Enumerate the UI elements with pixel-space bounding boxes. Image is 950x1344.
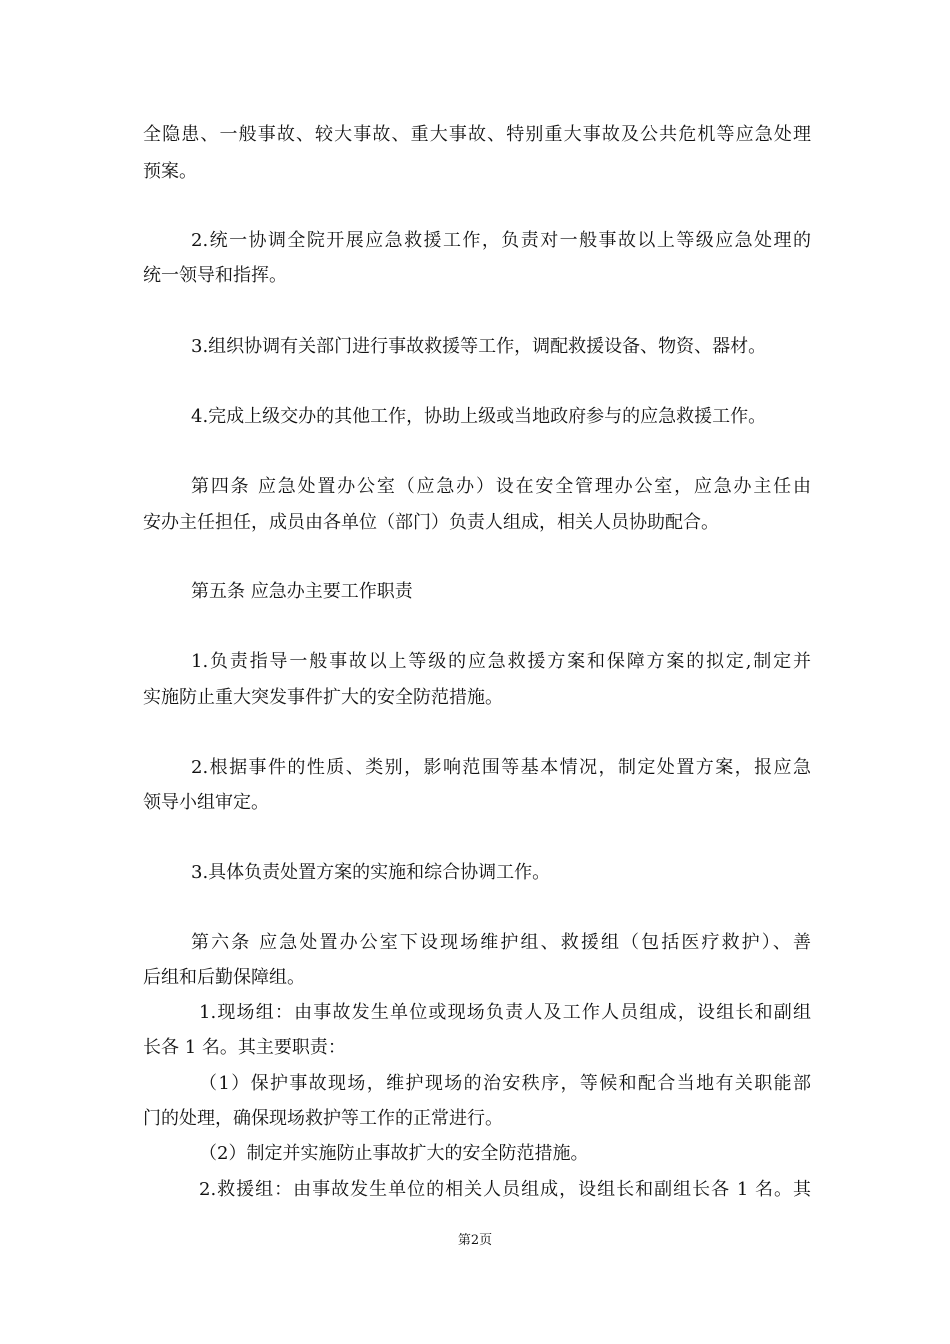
text-line: 实施防止重大突发事件扩大的安全防范措施。	[143, 687, 503, 708]
page-number: 第2页	[457, 1233, 493, 1248]
text-line: 2.统一协调全院开展应急救援工作，负责对一般事故以上等级应急处理的	[191, 230, 811, 251]
text-line: 第六条 应急处置办公室下设现场维护组、救援组（包括医疗救护）、善	[191, 932, 811, 953]
text-line: （1）保护事故现场，维护现场的治安秩序，等候和配合当地有关职能部	[199, 1073, 811, 1094]
text-line: 安办主任担任，成员由各单位（部门）负责人组成，相关人员协助配合。	[143, 512, 719, 533]
text-line: 全隐患、一般事故、较大事故、重大事故、特别重大事故及公共危机等应急处理	[143, 124, 811, 145]
section-heading: 第五条 应急办主要工作职责	[191, 581, 413, 602]
text-line: 预案。	[143, 161, 197, 182]
text-line: 第四条 应急处置办公室（应急办）设在安全管理办公室，应急办主任由	[191, 476, 811, 497]
text-line: 3.组织协调有关部门进行事故救援等工作，调配救援设备、物资、器材。	[191, 336, 767, 357]
text-line: 1.现场组：由事故发生单位或现场负责人及工作人员组成，设组长和副组	[199, 1002, 811, 1023]
text-line: 4.完成上级交办的其他工作，协助上级或当地政府参与的应急救援工作。	[191, 406, 767, 427]
text-line: 统一领导和指挥。	[143, 265, 287, 286]
text-line: 门的处理，确保现场救护等工作的正常进行。	[143, 1108, 503, 1129]
text-line: 2.根据事件的性质、类别，影响范围等基本情况，制定处置方案，报应急	[191, 757, 811, 778]
text-line: 1.负责指导一般事故以上等级的应急救援方案和保障方案的拟定,制定并	[191, 651, 811, 672]
text-line: 长各 1 名。其主要职责：	[143, 1037, 346, 1058]
text-line: 领导小组审定。	[143, 792, 269, 813]
text-line: 后组和后勤保障组。	[143, 967, 305, 988]
text-line: （2）制定并实施防止事故扩大的安全防范措施。	[199, 1143, 589, 1164]
text-line: 3.具体负责处置方案的实施和综合协调工作。	[191, 862, 551, 883]
text-line: 2.救援组：由事故发生单位的相关人员组成，设组长和副组长各 1 名。其	[199, 1179, 811, 1200]
